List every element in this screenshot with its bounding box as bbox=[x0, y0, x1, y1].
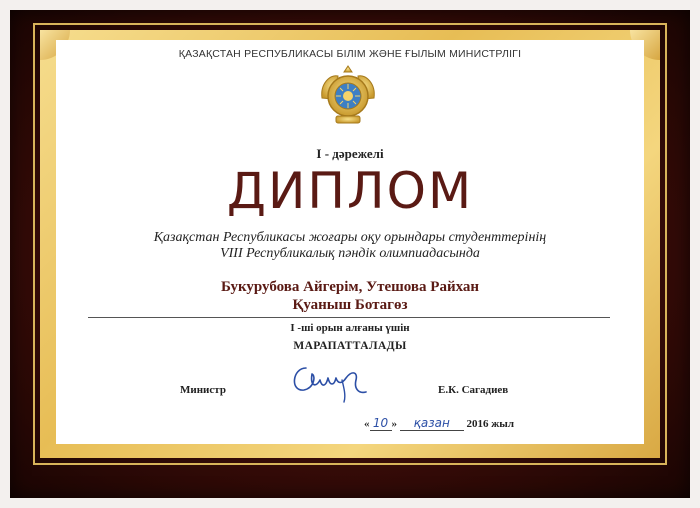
names-line-1: Букурубова Айгерім, Утешова Райхан bbox=[220, 279, 480, 295]
date-year: 2016 жыл bbox=[466, 418, 514, 430]
date-month: қазан bbox=[400, 416, 464, 431]
olympiad-description bbox=[0, 230, 700, 262]
date-day: 10 bbox=[370, 416, 392, 431]
signature bbox=[286, 356, 376, 404]
date-close-quote: » bbox=[391, 418, 397, 430]
subtitle-line-2: VIII Республикалық пәндік олимпиадасында bbox=[220, 246, 480, 261]
date-open-quote: « bbox=[364, 418, 370, 430]
names-line-2: Қуаныш Ботагөз bbox=[292, 297, 408, 313]
place-text: I -ші орын алғаны үшін bbox=[290, 322, 410, 334]
names-underline bbox=[88, 317, 610, 318]
subtitle-line-1: Қазақстан Республикасы жоғары оқу орындары студенттерінің bbox=[153, 230, 547, 245]
degree-label: I - дәрежелі bbox=[316, 146, 384, 161]
minister-label: Министр bbox=[180, 384, 226, 396]
awarded-text: МАРАПАТТАЛАДЫ bbox=[293, 340, 407, 352]
state-emblem-icon bbox=[316, 64, 380, 128]
issue-date bbox=[364, 416, 514, 431]
recipient-names bbox=[0, 278, 700, 314]
diploma-title: ДИПЛОМ bbox=[226, 162, 474, 220]
ministry-header: ҚАЗАҚСТАН РЕСПУБЛИКАСЫ БІЛІМ ЖӘНЕ ҒЫЛЫМ МИНИСТРЛІГІ bbox=[178, 48, 522, 60]
minister-name: Е.К. Сагадиев bbox=[438, 384, 509, 396]
